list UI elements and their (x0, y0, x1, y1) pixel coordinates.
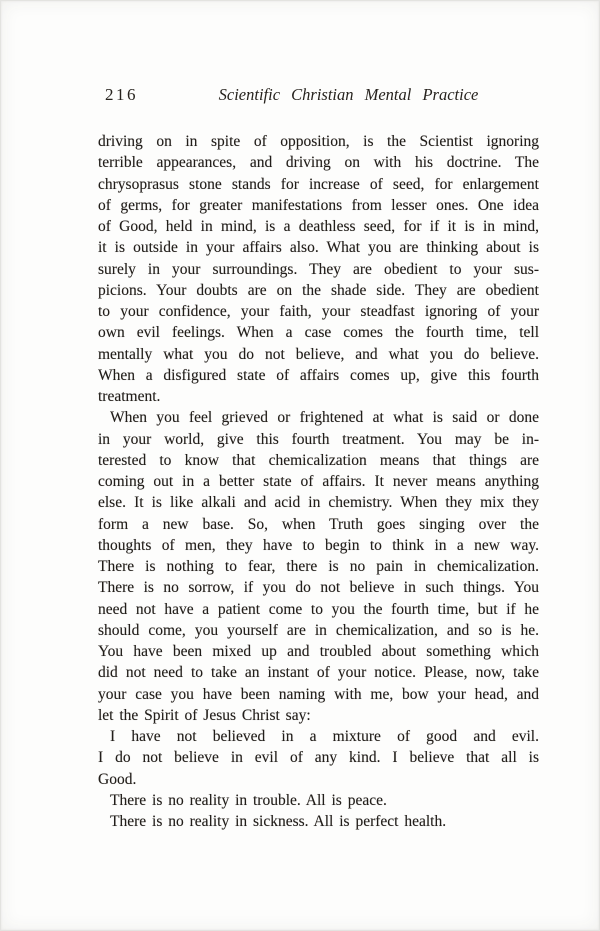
paragraph-2 (98, 407, 539, 726)
body-text (98, 131, 539, 832)
paragraph-4-affirmation (98, 790, 539, 811)
text-line: of Good, held in mind, is a deathless seed, for if it is in mind, (98, 218, 539, 235)
text-line: surely in your surroundings. They are obedient to your sus- (98, 260, 539, 278)
paragraph-3-affirmation (98, 726, 539, 790)
text-line: terrible appearances, and driving on with his doctrine. The (98, 154, 539, 172)
text-line: own evil feelings. When a case comes the fourth time, tell (98, 324, 539, 342)
text-line: There is no reality in trouble. All is peace. (110, 791, 387, 809)
text-line: I have not believed in a mixture of good and evil. (110, 728, 539, 745)
text-line: picions. Your doubts are on the shade side. They are obedient (98, 281, 539, 299)
text-line: coming out in a better state of affairs. It never means anything (98, 473, 539, 490)
paragraph-5-affirmation (98, 811, 539, 832)
text-line: Good. (98, 770, 137, 788)
text-line: else. It is like alkali and acid in chemistry. When they mix they (98, 494, 539, 512)
text-line: did not need to take an instant of your notice. Please, now, take (98, 664, 539, 682)
text-line: form a new base. So, when Truth goes singing over the (98, 515, 539, 533)
text-line: should come, you yourself are in chemicalization, and so is he. (98, 621, 539, 639)
text-line: You have been mixed up and troubled about something which (98, 643, 539, 660)
text-line: let the Spirit of Jesus Christ say: (98, 706, 311, 724)
running-header (98, 85, 539, 107)
text-line: your case you have been naming with me, bow your head, and (98, 685, 539, 703)
text-line: to your confidence, your faith, your steadfast ignoring of your (98, 303, 539, 320)
text-line: driving on in spite of opposition, is the Scientist ignoring (98, 133, 539, 150)
text-line: When you feel grieved or frightened at what is said or done (110, 409, 539, 427)
text-line: There is no reality in sickness. All is perfect health. (110, 813, 447, 830)
text-line: I do not believe in evil of any kind. I believe that all is (98, 749, 539, 767)
text-line: terested to know that chemicalization means that things are (98, 451, 539, 469)
text-line: mentally what you do not believe, and what you do believe. (98, 345, 539, 363)
text-line: There is nothing to fear, there is no pain in chemicalization. (98, 558, 539, 575)
text-line: treatment. (98, 388, 161, 405)
running-title: Scientific Christian Mental Practice (218, 85, 479, 104)
text-line: When a disfigured state of affairs comes up, give this fourth (98, 366, 539, 384)
text-line: chrysoprasus stone stands for increase of seed, for enlargement (98, 175, 539, 193)
text-line: need not have a patient come to you the fourth time, but if he (98, 600, 539, 618)
text-line: in your world, give this fourth treatment. You may be in- (98, 430, 539, 448)
text-line: There is no sorrow, if you do not believe in such things. You (98, 579, 539, 597)
text-line: it is outside in your affairs also. What you are thinking about is (98, 239, 539, 257)
text-line: thoughts of men, they have to begin to think in a new way. (98, 536, 539, 554)
text-line: of germs, for greater manifestations from lesser ones. One idea (98, 196, 539, 214)
paragraph-1 (98, 131, 539, 407)
page-number: 216 (105, 85, 138, 104)
